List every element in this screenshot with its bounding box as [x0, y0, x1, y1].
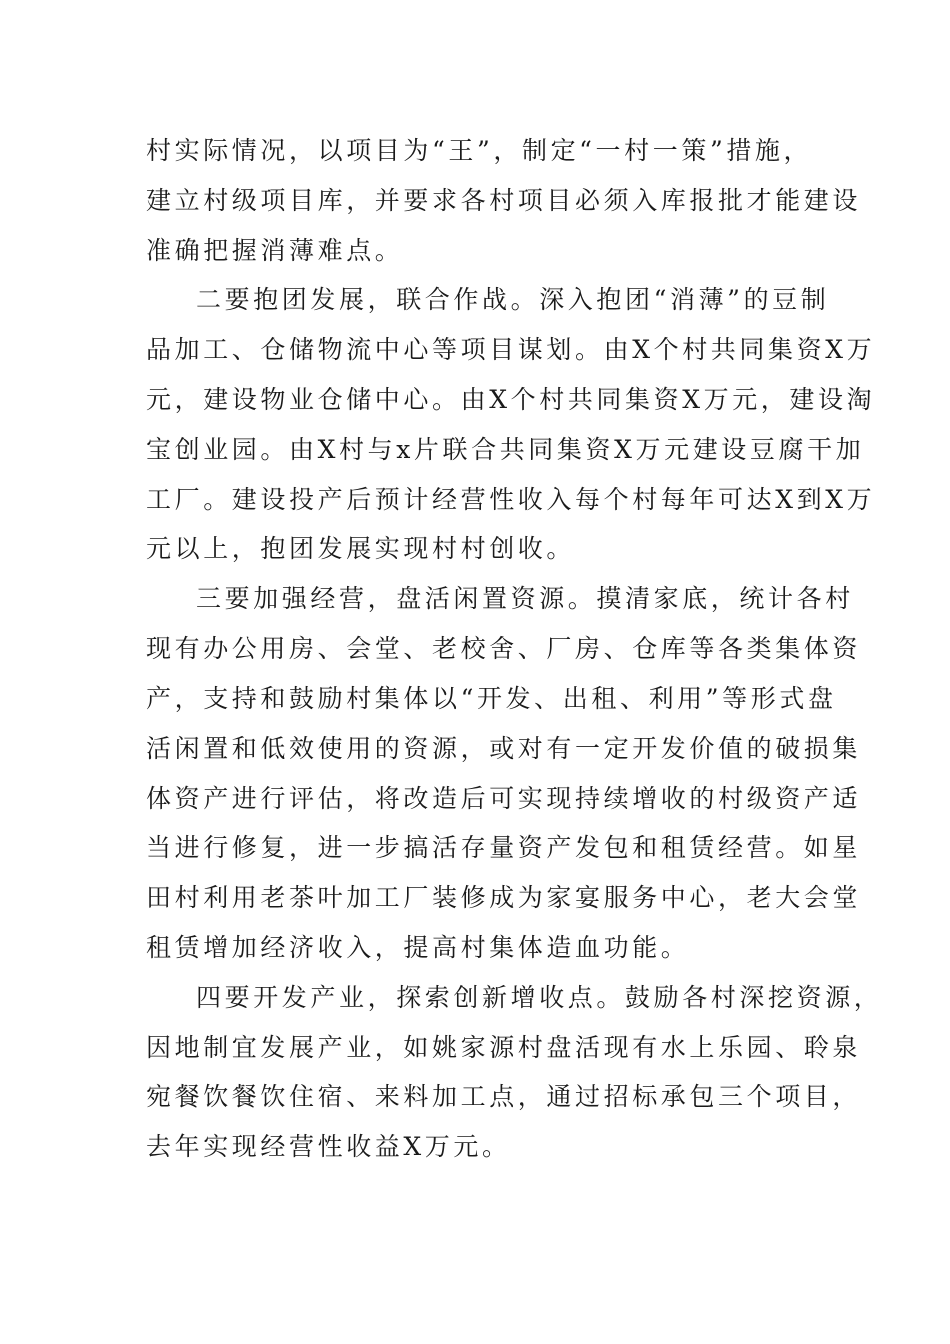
text-line: 品加工、仓储物流中心等项目谋划。由X个村共同集资X万 — [146, 335, 876, 364]
text-line: 建立村级项目库，并要求各村项目必须入库报批才能建设 — [146, 186, 862, 215]
text-line: 宛餐饮餐饮住宿、来料加工点，通过招标承包三个项目， — [146, 1082, 862, 1111]
text-line: 活闲置和低效使用的资源，或对有一定开发价值的破损集 — [146, 734, 862, 763]
text-line: 元，建设物业仓储中心。由X个村共同集资X万元，建设淘 — [146, 385, 876, 414]
paragraph-start-line: 三要加强经营，盘活闲置资源。摸清家底，统计各村 — [196, 584, 854, 613]
text-line: 宝创业园。由X村与x片联合共同集资X万元建设豆腐干加 — [146, 435, 865, 464]
text-line: 现有办公用房、会堂、老校舍、厂房、仓库等各类集体资 — [146, 634, 862, 663]
text-line: 租赁增加经济收入，提高村集体造血功能。 — [146, 933, 690, 962]
text-line: 村实际情况，以项目为“王”，制定“一村一策”措施， — [146, 136, 813, 165]
text-line: 工厂。建设投产后预计经营性收入每个村每年可达X到X万 — [146, 485, 876, 514]
paragraph-start-line: 四要开发产业，探索创新增收点。鼓励各村深挖资源， — [196, 983, 883, 1012]
text-line: 准确把握消薄难点。 — [146, 236, 404, 265]
text-line: 当进行修复，进一步搞活存量资产发包和租赁经营。如星 — [146, 833, 862, 862]
text-line: 去年实现经营性收益X万元。 — [146, 1132, 511, 1161]
paragraph-start-line: 二要抱团发展，联合作战。深入抱团“消薄”的豆制 — [196, 285, 830, 314]
text-line: 因地制宜发展产业，如姚家源村盘活现有水上乐园、聆泉 — [146, 1033, 862, 1062]
text-line: 体资产进行评估，将改造后可实现持续增收的村级资产适 — [146, 784, 862, 813]
text-line: 产，支持和鼓励村集体以“开发、出租、利用”等形式盘 — [146, 684, 837, 713]
text-line: 元以上，抱团发展实现村村创收。 — [146, 534, 576, 563]
text-line: 田村利用老茶叶加工厂装修成为家宴服务中心，老大会堂 — [146, 883, 862, 912]
